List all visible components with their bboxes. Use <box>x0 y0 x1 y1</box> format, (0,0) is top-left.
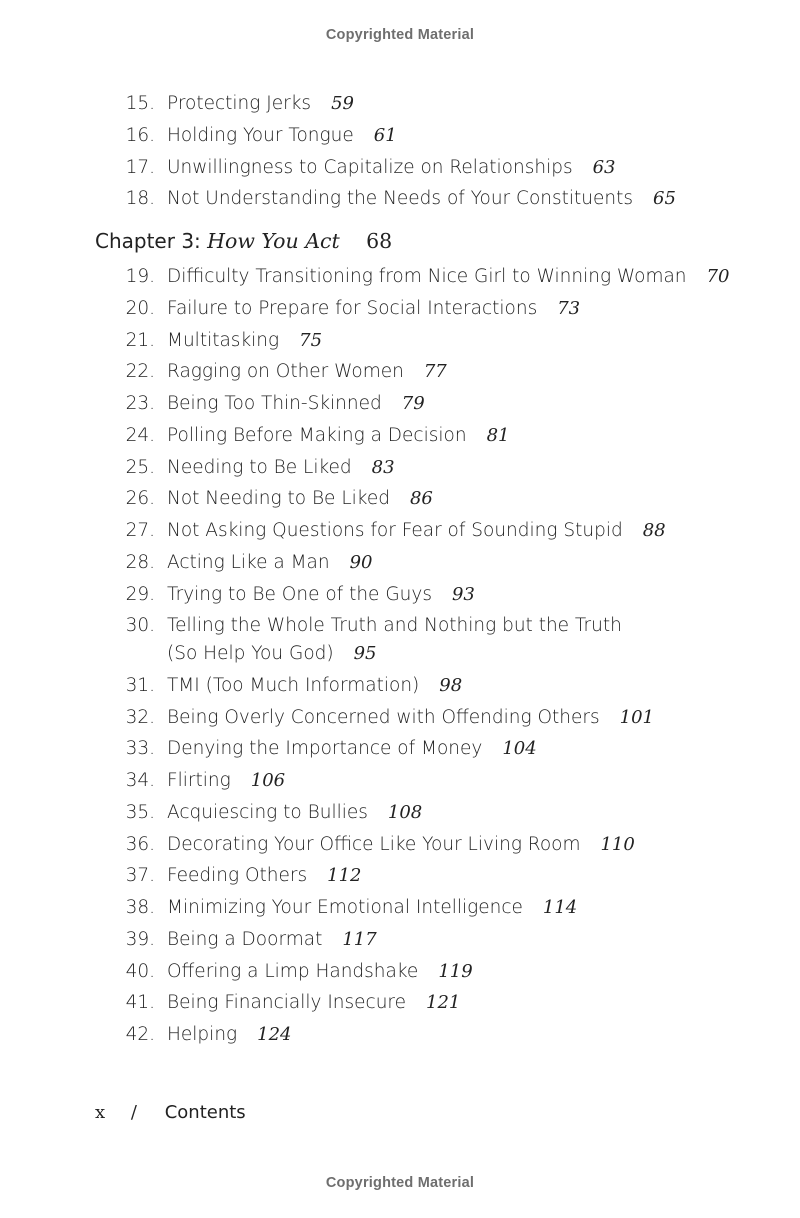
entry-number: 40. <box>125 960 155 982</box>
entry-page-number: 59 <box>331 93 354 114</box>
entry-title: Not Understanding the Needs of Your Constituents <box>167 188 633 210</box>
entry-title: Being Financially Insecure <box>167 992 407 1014</box>
entry-number: 30. <box>125 615 155 637</box>
entry-title: Trying to Be One of the Guys <box>167 583 432 605</box>
entry-title-continuation: (So Help You God) <box>167 643 334 665</box>
watermark-top: Copyrighted Material <box>325 27 475 43</box>
watermark-bottom: Copyrighted Material <box>325 1175 475 1191</box>
entry-page-number: 98 <box>439 674 463 696</box>
entry-title: Not Needing to Be Liked <box>167 488 390 510</box>
entry-page-number: 119 <box>438 960 473 982</box>
entry-title-line <box>167 422 509 450</box>
entry-page-number: 81 <box>486 424 510 446</box>
entry-title-line <box>167 926 377 954</box>
entry-title-line <box>167 154 616 182</box>
entry-title-line <box>167 185 676 213</box>
entry-title: Denying the Importance of Money <box>167 738 483 760</box>
entry-title-line <box>167 989 460 1017</box>
entry-page-number: 106 <box>250 770 286 791</box>
entry-title: Ragging on Other Women <box>167 361 404 383</box>
entry-page-number: 79 <box>401 393 425 414</box>
entry-title: Being Overly Concerned with Offending Others <box>167 706 600 728</box>
entry-title-line <box>167 767 285 795</box>
entry-title-line <box>167 831 635 859</box>
entry-number: 34. <box>125 770 155 791</box>
entry-page-number: 117 <box>342 928 377 950</box>
entry-page-number: 93 <box>451 583 475 605</box>
entry-number: 36. <box>125 833 155 855</box>
entry-number: 35. <box>125 801 155 823</box>
entry-title: Acting Like a Man <box>167 551 330 573</box>
entry-title-line <box>167 390 425 418</box>
entry-title-line <box>167 122 397 150</box>
entry-title-line <box>167 799 422 827</box>
entry-number: 41. <box>125 992 155 1014</box>
entry-page-number: 95 <box>353 643 377 665</box>
chapter-name: How You Act <box>207 229 340 253</box>
entry-page-number: 114 <box>542 897 578 918</box>
entry-number: 17. <box>125 156 155 178</box>
entry-number: 42. <box>125 1024 155 1045</box>
entry-title: Multitasking <box>167 329 280 351</box>
entry-page-number: 86 <box>409 488 433 510</box>
entry-title: Decorating Your Office Like Your Living Room <box>167 833 581 855</box>
entry-page-number: 88 <box>642 520 666 541</box>
entry-page-number: 121 <box>426 992 461 1014</box>
entry-number: 19. <box>125 266 155 287</box>
entry-page-number: 61 <box>373 124 397 146</box>
entry-title: Flirting <box>167 770 231 791</box>
entry-page-number: 101 <box>619 706 654 728</box>
entry-title-line <box>167 485 433 513</box>
entry-title: Being Too Thin-Skinned <box>167 393 382 414</box>
entry-page-number: 110 <box>600 833 635 855</box>
entry-title: Unwillingness to Capitalize on Relationships <box>167 156 573 178</box>
entry-title-line <box>167 862 362 890</box>
entry-page-number: 70 <box>706 266 730 287</box>
entry-page-number: 63 <box>592 156 616 178</box>
footer-section-label: Contents <box>164 1102 246 1123</box>
entry-page-number: 75 <box>299 329 323 351</box>
entry-number: 29. <box>125 583 155 605</box>
entry-title: Offering a Limp Handshake <box>167 960 419 982</box>
chapter-heading <box>95 226 392 256</box>
entry-number: 16. <box>125 124 155 146</box>
entry-title: Not Asking Questions for Fear of Sounding Stupid <box>167 520 623 541</box>
entry-title-line <box>167 581 475 609</box>
entry-number: 38. <box>125 897 155 918</box>
entry-title: Feeding Others <box>167 865 308 887</box>
page-footer <box>95 1100 246 1126</box>
entry-number: 24. <box>125 424 155 446</box>
entry-title-line <box>167 263 729 291</box>
entry-number: 26. <box>125 488 155 510</box>
entry-title-line <box>167 90 354 118</box>
entry-number: 15. <box>125 93 155 114</box>
entry-title: Acquiescing to Bullies <box>167 801 368 823</box>
chapter-label: Chapter 3: <box>95 229 201 253</box>
entry-title-line <box>167 517 666 545</box>
entry-title: Being a Doormat <box>167 928 323 950</box>
entry-title: Polling Before Making a Decision <box>167 424 467 446</box>
entry-page-number: 108 <box>387 801 423 823</box>
entry-page-number: 104 <box>502 738 537 760</box>
entry-title-line <box>167 958 473 986</box>
entry-title: TMI (Too Much Information) <box>167 674 420 696</box>
entry-number: 33. <box>125 738 155 760</box>
entry-number: 32. <box>125 706 155 728</box>
entry-page-number: 65 <box>653 188 676 210</box>
footer-page-number: x <box>95 1102 106 1123</box>
chapter-page-number: 68 <box>366 229 393 253</box>
entry-number: 31. <box>125 674 155 696</box>
entry-title-line <box>167 327 322 355</box>
entry-title: Holding Your Tongue <box>167 124 354 146</box>
entry-title-line <box>167 612 622 640</box>
entry-title-line <box>167 295 580 323</box>
entry-title: Protecting Jerks <box>167 93 312 114</box>
entry-title-line <box>167 549 373 577</box>
entry-page-number: 83 <box>371 456 395 478</box>
entry-title: Helping <box>167 1024 238 1045</box>
entry-page-number: 73 <box>557 297 581 319</box>
entry-page-number: 77 <box>423 361 447 383</box>
entry-number: 39. <box>125 928 155 950</box>
entry-title: Telling the Whole Truth and Nothing but the Truth <box>167 615 622 637</box>
entry-title-line <box>167 1021 292 1049</box>
entry-title: Difficulty Transitioning from Nice Girl to Winning Woman <box>167 266 687 287</box>
entry-title: Needing to Be Liked <box>167 456 352 478</box>
entry-number: 20. <box>125 297 155 319</box>
entry-title-line <box>167 672 462 700</box>
entry-title: Minimizing Your Emotional Intelligence <box>167 897 523 918</box>
footer-separator: / <box>130 1102 137 1123</box>
entry-title: Failure to Prepare for Social Interactions <box>167 297 538 319</box>
entry-number: 23. <box>125 393 155 414</box>
entry-title-line <box>167 735 537 763</box>
entry-page-number: 90 <box>349 551 373 573</box>
entry-page-number: 112 <box>327 865 362 887</box>
entry-number: 21. <box>125 329 155 351</box>
entry-title-line <box>167 894 577 922</box>
entry-title-line <box>167 704 654 732</box>
entry-title-line <box>167 358 447 386</box>
entry-number: 25. <box>125 456 155 478</box>
entry-number: 22. <box>125 361 155 383</box>
entry-number: 18. <box>125 188 155 210</box>
entry-title-line <box>167 454 395 482</box>
entry-number: 28. <box>125 551 155 573</box>
entry-number: 27. <box>125 520 155 541</box>
entry-page-number: 124 <box>257 1024 292 1045</box>
entry-number: 37. <box>125 865 155 887</box>
entry-title-line-2 <box>167 640 377 668</box>
